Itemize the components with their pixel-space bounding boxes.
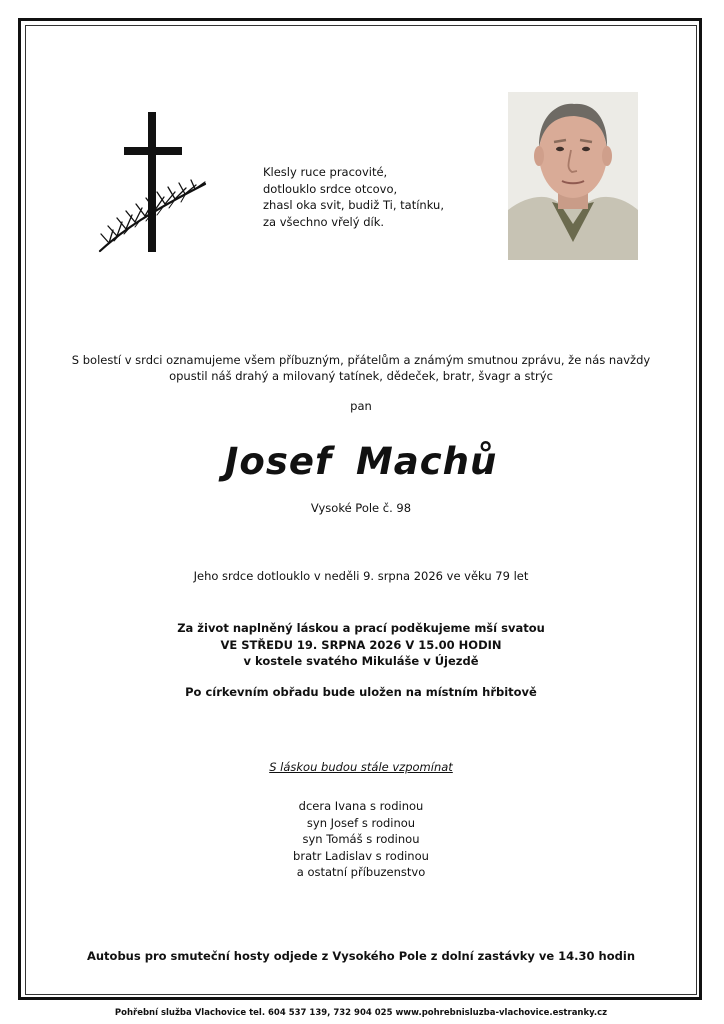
verse-line: za všechno vřelý dík. [263, 214, 385, 229]
funeral-line: v kostele svatého Mikuláše v Újezdě [243, 654, 479, 668]
honorific-title: pan [350, 399, 372, 413]
funeral-details [25, 620, 697, 670]
deceased-address: Vysoké Pole č. 98 [310, 501, 412, 515]
mourner-item: a ostatní příbuzenstvo [296, 865, 426, 879]
mourner-item: syn Tomáš s rodinou [302, 832, 420, 846]
intro-line: S bolestí v srdci oznamujeme všem příbuzným, přátelům a známým smutnou zprávu, že nás navždy [71, 353, 651, 367]
mourners-list [25, 798, 697, 881]
deceased-name: Josef Machů [224, 440, 498, 483]
mourner-item: dcera Ivana s rodinou [298, 799, 424, 813]
funeral-line: VE STŘEDU 19. SRPNA 2026 V 15.00 HODIN [220, 637, 502, 652]
funeral-service-footer: Pohřební služba Vlachovice tel. 604 537 139, 732 904 025 www.pohrebnisluzba-vlachovice.estranky.cz [114, 1008, 608, 1018]
death-notice: Jeho srdce dotlouklo v neděli 9. srpna 2026 ve věku 79 let [193, 569, 529, 583]
portrait-photo [508, 92, 638, 260]
announcement-intro [25, 352, 697, 384]
funeral-line: Za život naplněný láskou a prací poděkujeme mší svatou [177, 621, 545, 635]
burial-notice: Po církevním obřadu bude uložen na místním hřbitově [185, 685, 537, 699]
cross-with-palm-icon [95, 110, 210, 255]
mourners-heading: S láskou budou stále vzpomínat [269, 760, 453, 774]
verse-line: dotlouklo srdce otcovo, [263, 181, 398, 196]
bus-notice: Autobus pro smuteční hosty odjede z Vysokého Pole z dolní zastávky ve 14.30 hodin [86, 949, 636, 963]
mourner-item: syn Josef s rodinou [306, 815, 416, 830]
memorial-verse [263, 164, 444, 230]
verse-line: zhasl oka svit, budiž Ti, tatínku, [263, 198, 444, 212]
cross-icon [124, 112, 182, 252]
mourner-item: bratr Ladislav s rodinou [293, 848, 429, 863]
intro-line: opustil náš drahý a milovaný tatínek, dědeček, bratr, švagr a strýc [169, 369, 553, 383]
verse-line: Klesly ruce pracovité, [263, 165, 388, 179]
